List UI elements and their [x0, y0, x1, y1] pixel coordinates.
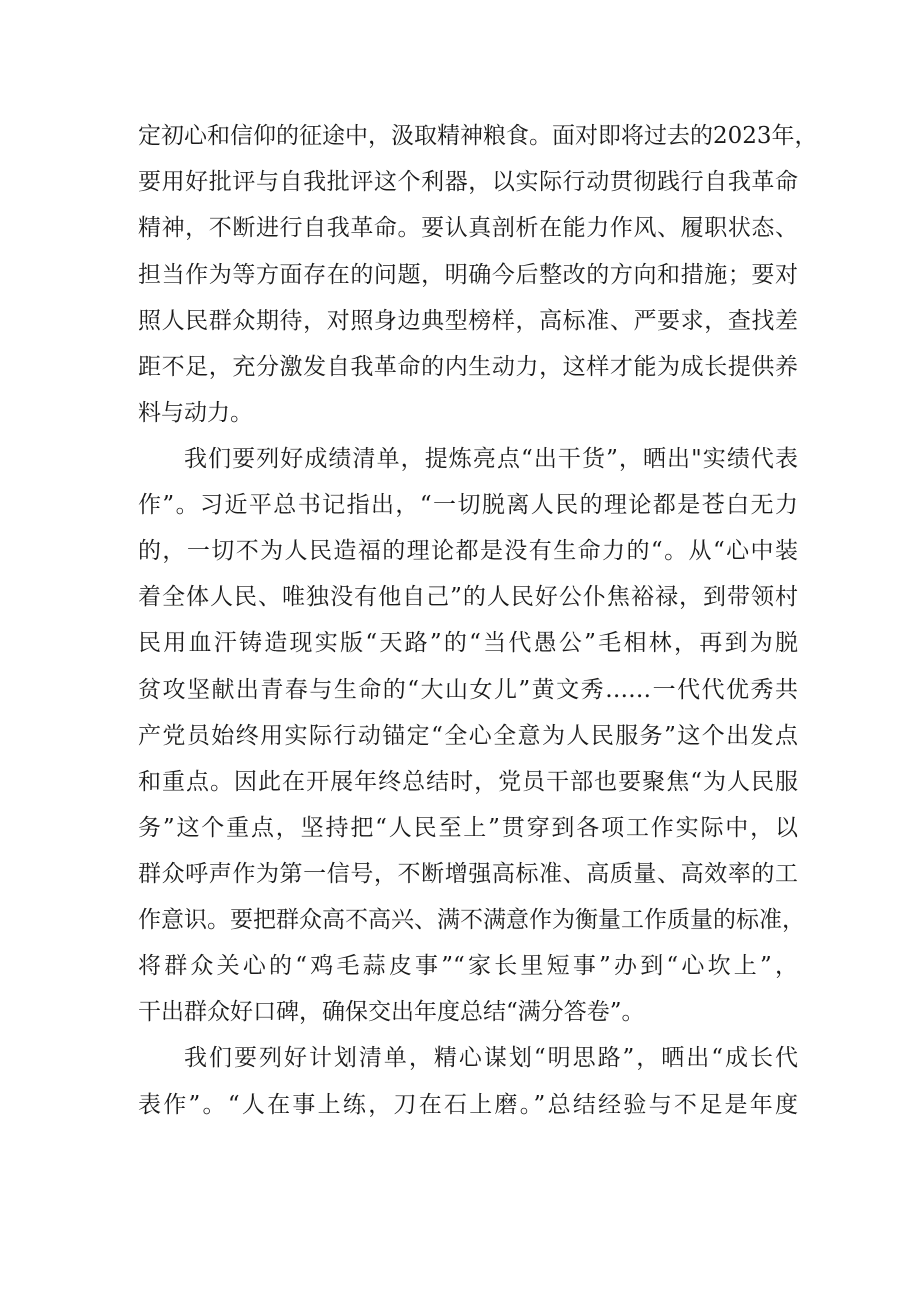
text-line-15: 和重点。因此在开展年终总结时，党员干部也要聚焦“为人民服 — [138, 769, 798, 795]
text-line-22: 表作”。“人在事上练，刀在石上磨。”总结经验与不足是年度 — [138, 1092, 798, 1118]
text-line-10: 的，一切不为人民造福的理论都是没有生命力的“。从“心中装 — [138, 538, 798, 564]
text-line-16: 务”这个重点，坚持把“人民至上”贯穿到各项工作实际中，以 — [138, 815, 798, 841]
text-line-5: 照人民群众期待，对照身边典型榜样，高标准、严要求，查找差 — [138, 308, 798, 334]
text-line-17: 群众呼声作为第一信号，不断增强高标准、高质量、高效率的工 — [138, 861, 798, 887]
text-line-12: 民用血汗铸造现实版“天路”的“当代愚公”毛相林，再到为脱 — [138, 630, 798, 656]
text-line-19: 将群众关心的“鸡毛蒜皮事”“家长里短事”办到“心坎上”， — [138, 953, 798, 979]
text-line-11: 着全体人民、唯独没有他自己”的人民好公仆焦裕禄，到带领村 — [138, 584, 798, 610]
text-line-4: 担当作为等方面存在的问题，明确今后整改的方向和措施；要对 — [138, 262, 798, 288]
text-line-9: 作”。习近平总书记指出，“一切脱离人民的理论都是苍白无力 — [138, 492, 798, 518]
text-line-20: 干出群众好口碑，确保交出年度总结“满分答卷”。 — [138, 999, 645, 1025]
text-line-3: 精神，不断进行自我革命。要认真剖析在能力作风、履职状态、 — [138, 215, 798, 241]
text-line-13: 贫攻坚献出青春与生命的“大山女儿”黄文秀……一代代优秀共 — [138, 677, 798, 703]
text-line-14: 产党员始终用实际行动锚定“全心全意为人民服务”这个出发点 — [138, 723, 798, 749]
paragraph-3-line-1: 我们要列好计划清单，精心谋划“明思路”，晒出“成长代 — [184, 1045, 798, 1071]
paragraph-2-line-1: 我们要列好成绩清单，提炼亮点“出干货”，晒出"实绩代表 — [184, 446, 798, 472]
text-line-1: 定初心和信仰的征途中，汲取精神粮食。面对即将过去的2023年， — [138, 123, 818, 149]
text-line-18: 作意识。要把群众高不高兴、满不满意作为衡量工作质量的标准， — [138, 907, 805, 933]
text-line-6: 距不足，充分激发自我革命的内生动力，这样才能为成长提供养 — [138, 354, 798, 380]
text-line-2: 要用好批评与自我批评这个利器，以实际行动贯彻践行自我革命 — [138, 169, 798, 195]
text-line-7: 料与动力。 — [138, 400, 253, 426]
